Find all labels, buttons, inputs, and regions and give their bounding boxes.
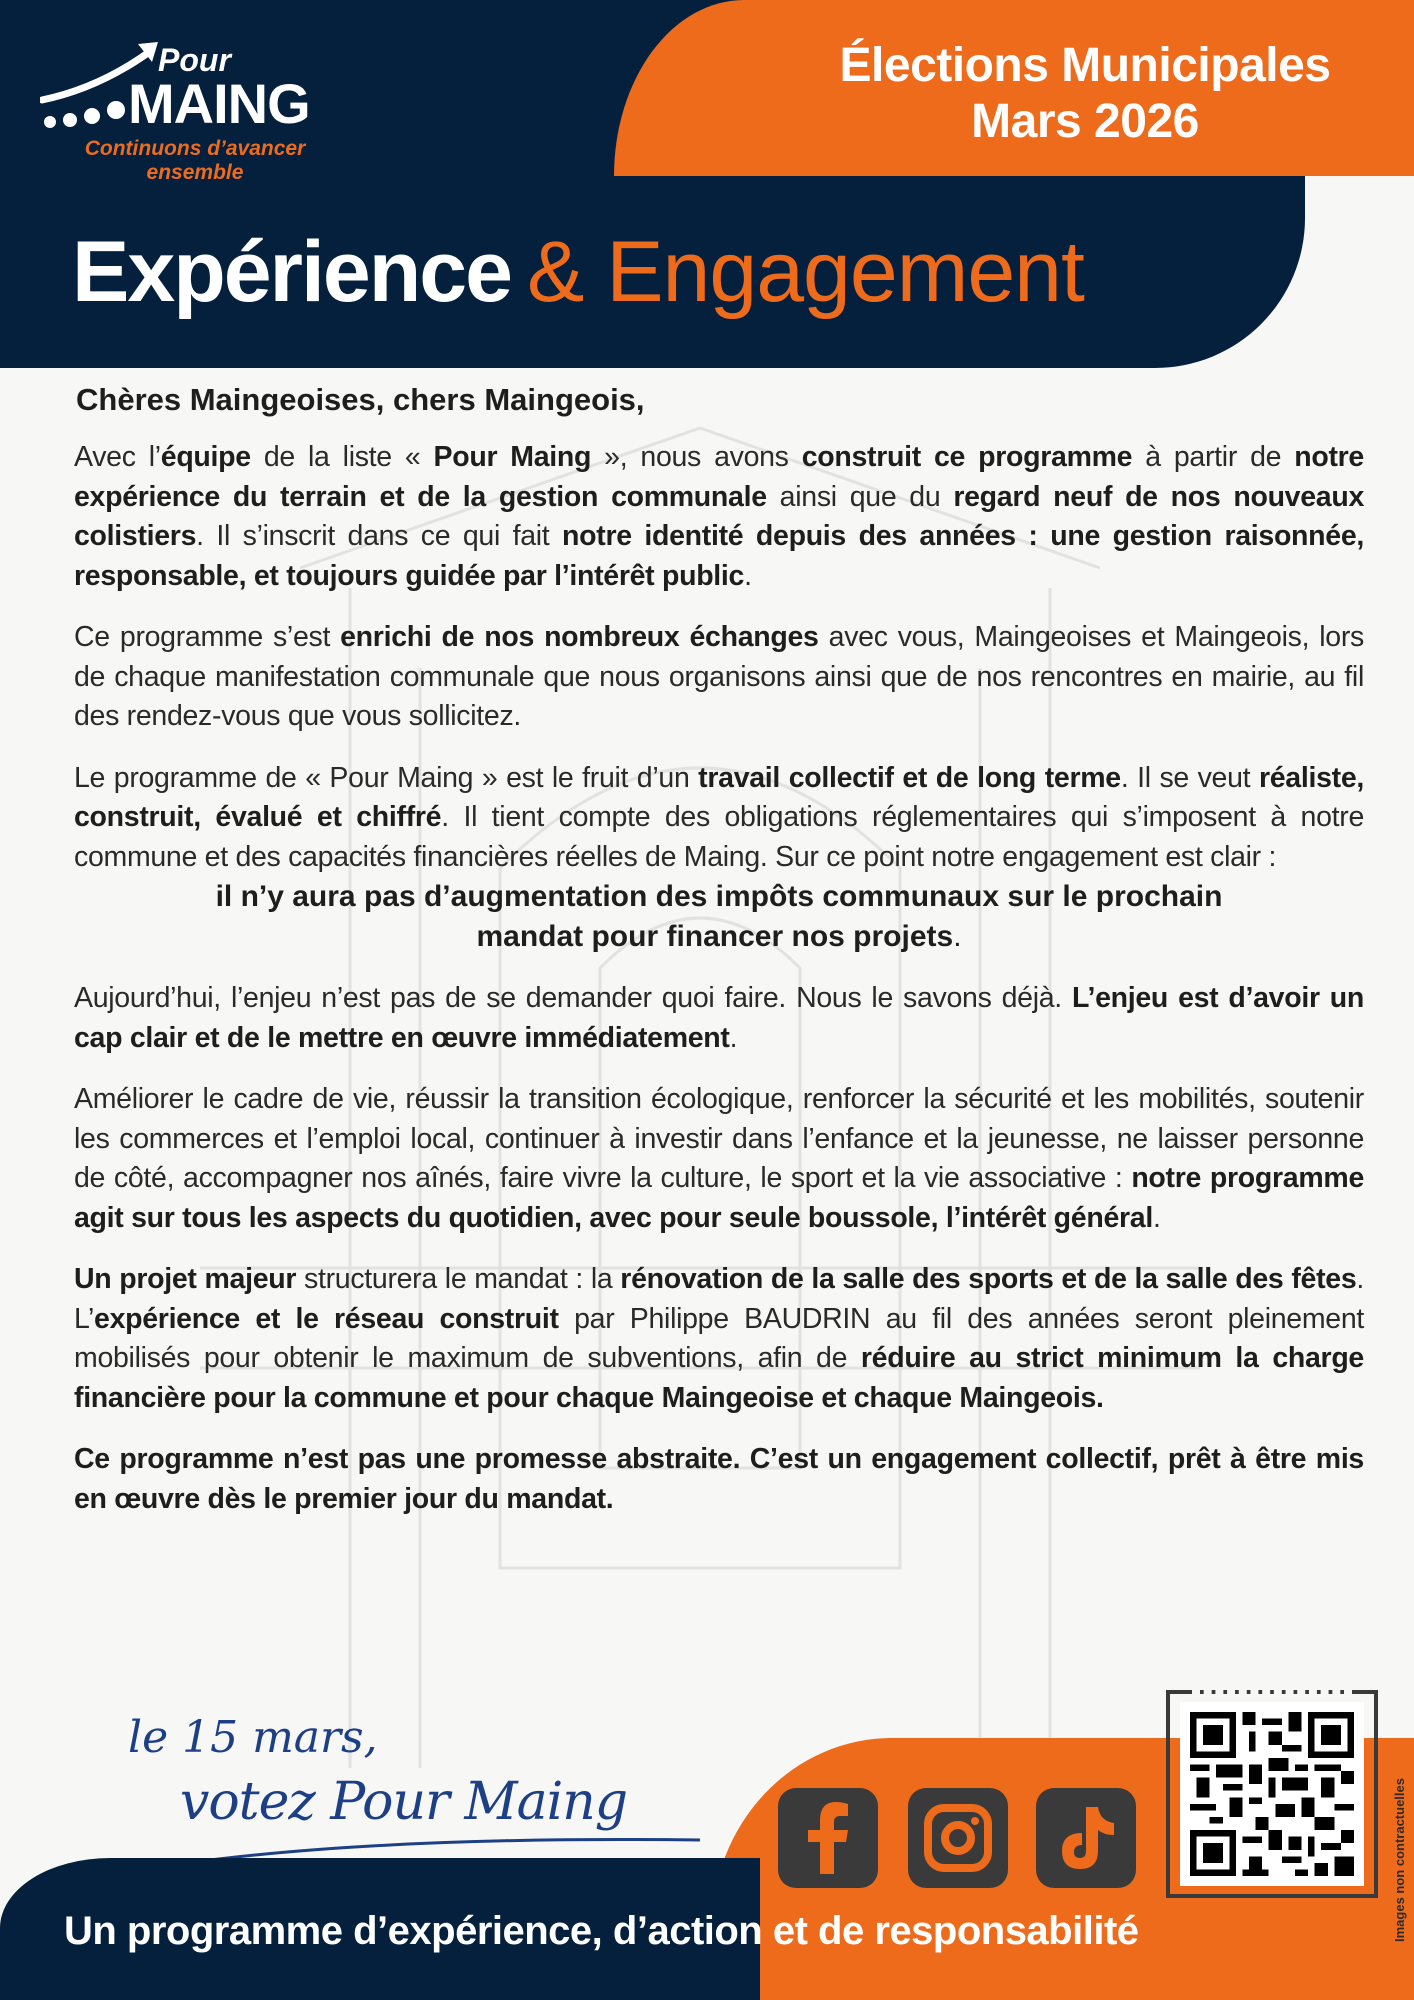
signature-vote: votez Pour Maing — [180, 1772, 627, 1832]
vote-signature — [120, 1712, 680, 1872]
facebook-icon — [798, 1802, 858, 1874]
tiktok-icon — [1056, 1803, 1116, 1873]
instagram-icon — [923, 1803, 993, 1873]
instagram-link[interactable] — [908, 1788, 1008, 1888]
emphasis-text: travail collectif et de long terme — [698, 761, 1121, 794]
emphasis-text: L’enjeu est d’avoir un cap clair et de le mettre en œuvre immédiatement — [74, 982, 1364, 1054]
letter-body — [74, 380, 1364, 1541]
page-title — [72, 222, 1084, 322]
tax-pledge — [74, 877, 1364, 957]
body-text: », nous avons — [591, 441, 802, 473]
paragraph-3 — [74, 759, 1364, 878]
emphasis-text: enrichi de nos nombreux échanges — [340, 621, 819, 653]
emphasis-text: Pour Maing — [433, 441, 592, 473]
paragraph-1 — [74, 438, 1364, 596]
disclaimer-note: Images non contractuelles — [1392, 1778, 1407, 1942]
tiktok-link[interactable] — [1036, 1788, 1136, 1888]
logo-tagline — [60, 137, 330, 185]
emphasis-text: réduire au strict minimum la charge financière pour la commune et pour chaque Maingeoise et chaque Maingeois. — [74, 1342, 1364, 1414]
election-banner — [770, 38, 1400, 150]
body-text: Aujourd’hui, l’enjeu n’est pas de se demander quoi faire. Nous le savons déjà. — [74, 982, 1072, 1014]
emphasis-text: expérience et le réseau construit — [94, 1302, 559, 1335]
body-text: Le programme de « Pour Maing » est le fruit d’un — [74, 761, 699, 794]
body-text: structurera le mandat : la — [296, 1263, 621, 1295]
tagline-line-1: Continuons d’avancer — [84, 137, 306, 160]
emphasis-text: notre expérience du terrain et de la gestion communale — [74, 441, 1364, 513]
emphasis-text: regard neuf de nos nouveaux colistiers — [74, 480, 1364, 552]
paragraph-4 — [74, 979, 1364, 1058]
body-text: avec vous, Maingeoises et Maingeois, lors de chaque manifestation communale que nous organisons ainsi que de nos rencontres en mairie, au fil des rendez-vous que vous sollicitez. — [74, 621, 1364, 732]
tagline-line-2: ensemble — [146, 161, 244, 184]
body-text: Ce programme s’est — [74, 621, 341, 653]
body-text: . Il s’inscrit dans ce qui fait — [196, 520, 563, 552]
paragraph-2 — [74, 618, 1364, 737]
logo-pour-text: Pour — [158, 42, 231, 78]
paragraph-5 — [74, 1080, 1364, 1238]
body-text: Avec l’ — [74, 441, 161, 473]
footer-slogan: Un programme d’expérience, d’action et de responsabilité — [64, 1909, 1139, 1953]
emphasis-text: notre programme agit sur tous les aspects du quotidien, avec pour seule boussole, l’intérêt général — [74, 1162, 1364, 1234]
body-text: . — [729, 1021, 738, 1054]
title-engagement: & Engagement — [526, 224, 1084, 320]
body-text: . Il se veut — [1120, 761, 1259, 794]
qr-code[interactable] — [1180, 1702, 1364, 1886]
signature-date: le 15 mars, — [128, 1712, 378, 1763]
election-date: Mars 2026 — [971, 95, 1199, 148]
body-text: ainsi que du — [766, 480, 954, 513]
body-text: . L’ — [74, 1263, 1364, 1335]
election-title: Élections Municipales — [839, 39, 1331, 92]
qr-code-icon — [1190, 1712, 1354, 1876]
emphasis-text: Un projet majeur — [74, 1263, 297, 1295]
paragraph-6 — [74, 1260, 1364, 1418]
body-text: de la liste « — [250, 441, 434, 473]
emphasis-text: construit ce programme — [801, 441, 1133, 473]
title-experience: Expérience — [72, 224, 511, 320]
pledge-line-1: il n’y aura pas d’augmentation des impôts communaux sur le prochain — [215, 880, 1223, 913]
emphasis-text: Ce programme n’est pas une promesse abstraite. C’est un engagement collectif, prêt à être mis en œuvre dès le premier jour du mandat. — [74, 1443, 1364, 1515]
greeting: Chères Maingeoises, chers Maingeois, — [76, 382, 645, 417]
emphasis-text: notre identité depuis des années : une gestion raisonnée, responsable, et toujours guidée par l’intérêt public — [74, 520, 1364, 592]
pledge-line-2-text: mandat pour financer nos projets — [476, 920, 954, 953]
body-text: . — [744, 559, 752, 592]
body-text: . — [1152, 1201, 1161, 1234]
emphasis-text: rénovation de la salle des sports et de la salle des fêtes — [620, 1263, 1357, 1295]
paragraph-7 — [74, 1440, 1364, 1519]
emphasis-text: réaliste, construit, évalué et chiffré — [74, 761, 1364, 833]
logo-maing-text: MAING — [128, 72, 310, 135]
body-text: Améliorer le cadre de vie, réussir la transition écologique, renforcer la sécurité et les mobilités, soutenir les commerces et l’emploi local, continuer à investir dans l’enfance et la jeunesse, ne laisser personne de côté, accompagner nos aînés, faire vivre la culture, le sport et la vie associative : — [74, 1083, 1364, 1194]
pour-maing-logo — [40, 38, 330, 188]
emphasis-text: équipe — [160, 441, 251, 473]
body-text: . Il tient compte des obligations réglementaires qui s’imposent à notre commune et des capacités financières réelles de Maing. Sur ce point notre engagement est clair : — [74, 801, 1364, 873]
facebook-link[interactable] — [778, 1788, 878, 1888]
pledge-line-2: mandat pour financer nos projets. — [476, 920, 962, 953]
body-text: par Philippe BAUDRIN au fil des années seront pleinement mobilisés pour obtenir le maximum de subventions, afin de — [74, 1302, 1364, 1374]
body-text: à partir de — [1132, 441, 1295, 473]
